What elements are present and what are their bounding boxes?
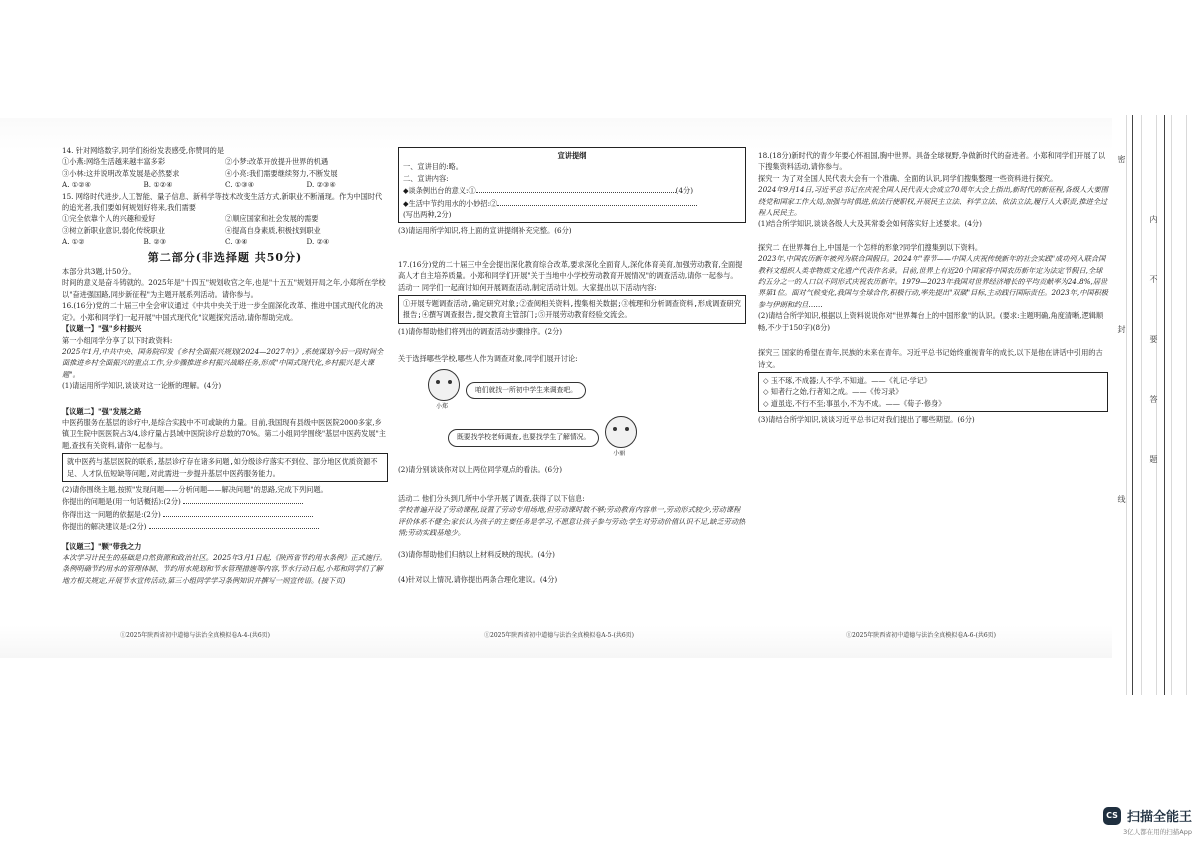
q14-statement-3: ③小林:这并说明改革发展是必然要求 [62, 168, 180, 178]
topic-2-material: 中医药服务在基层的诊疗中,是综合实践中不可或缺的力量。目前,我国现有县级中医医院2000多家,乡镇卫生院中医医院占3/4,诊疗量占县域中医院诊疗总数的70%。第二小组同学围绕"基层中医药发展"主题,查找有关资料,请你一起参与。 [62, 417, 386, 450]
q15-option-d: D. ②④ [306, 237, 330, 247]
answer-line[interactable] [183, 495, 303, 504]
q18-2: (2)请结合所学知识,根据以上资料说说你对"世界舞台上的中国形象"的认识。(要求:主题明确,角度清晰,逻辑顺畅,不少于150字)(8分) [758, 311, 1104, 332]
q14-statement-2: ②小梦:改革开放提升世界的机遇 [225, 157, 329, 167]
girl-avatar-icon [605, 416, 637, 448]
q16-stem: 16.(16分)党的二十届三中全会审议通过《中共中央关于进一步全面深化改革、推进中国式现代化的决定》。小郑和同学们一起开展"中国式现代化"议题探究活动,请你帮助完成。 [62, 301, 383, 322]
speech-bubble-2: 既要找学校老师调查,也要找学生了解情况。 [448, 429, 599, 446]
q15-statement-1: ①完全依靠个人的兴趣和爱好 [62, 214, 156, 224]
q15-statement-3: ③树立新职业意识,弱化传统职业 [62, 225, 165, 235]
strip-char: 密 [1117, 155, 1126, 163]
topic-1-title: 【议题一】"强"乡村振兴 [62, 324, 142, 334]
binding-margin [1112, 115, 1200, 695]
activity-2-info: 学校普遍开设了劳动课程,设置了劳动专用场地,但劳动课时数不够;劳动教育内容单一,劳动形式较少,劳动课程评价体系不健全;家长认为孩子的主要任务是学习,不愿意让孩子参与劳动;学生对劳动价值认识不足,缺乏劳动热情;劳动实践基地少。 [398, 505, 746, 538]
q17-3: (3)请你帮助他们归纳以上材料反映的现状。(4分) [398, 549, 555, 559]
outline-note: (写出两种,2分) [403, 210, 452, 220]
theme-paragraph: 时间的意义是奋斗铸就的。2025年是"十四五"规划收官之年,也是"十五五"规划开局之年,小郑所在学校以"奋进强国路,同步新征程"为主题开展系列活动。请你参与。 [62, 278, 386, 299]
q14-option-d: D. ②③④ [306, 180, 336, 190]
q15-stem: 15. 网络时代进步,人工智能、量子信息、新科学等技术改变生活方式,新职业不断涌现。作为中国时代的追光者,我们要如何规划好将来,我们需要 [62, 191, 383, 213]
topic-1-material: 2025年1月,中共中央、国务院印发《乡村全面振兴规划(2024—2027年)》,系统谋划今后一段时间全面推进乡村全面振兴的重点工作,分步骤推进乡村振兴战略任务,形成"中国式现代化,乡村振兴是大课题"。 [62, 346, 384, 379]
quote-3: ◇ 道虽迩,不行不至;事虽小,不为不成。——《荀子·修身》 [763, 398, 946, 408]
page-4-column [62, 145, 388, 586]
explore-1-material: 2024年9月14日,习近平总书记在庆祝全国人民代表大会成立70周年大会上指出,新时代的新征程,各级人大要围绕党和国家工作大局,加强与时俱进,依法行使职权,开展民主立法、科学立法、依法立法,履行人大职责,推进全过程人民民主。 [758, 185, 1108, 218]
strip-char: 封 [1117, 325, 1126, 333]
q14-option-a: A. ①②④ [62, 180, 92, 190]
answer-line[interactable] [497, 197, 697, 206]
explore-1: 探究一 为了对全国人民代表大会有一个准确、全面的认识,同学们搜集整理一些资料进行探究。 [758, 173, 1058, 183]
q14-option-c: C. ①③④ [225, 180, 255, 190]
topic-2-box: 就中医药与基层医院的联系,基层诊疗存在诸多问题,如分级诊疗落实不到位、部分地区优质资源不足、人才队伍短缺等问题,对此需进一步提升基层中医药服务能力。 [62, 453, 388, 482]
page-5-column [398, 145, 746, 585]
watermark-name: 扫描全能王 [1126, 810, 1192, 825]
q15-option-b: B. ②③ [143, 237, 167, 247]
q14-stem: 14. 针对网络数字,同学们纷纷发表感受,你赞同的是 [62, 146, 225, 155]
outline-content: 二、宣讲内容: [403, 173, 449, 183]
q16-2-suggestion: 你提出的解决建议是:(2分) [62, 522, 147, 532]
explore-2: 探究二 在世界舞台上,中国是一个怎样的形象?同学们搜集到以下资料。 [758, 242, 983, 252]
q18-3: (3)请结合所学知识,谈谈习近平总书记对我们提出了哪些期望。(6分) [758, 415, 975, 425]
page-6-column [758, 150, 1108, 426]
topic-3-title: 【议题三】"颗"带我之力 [62, 541, 142, 551]
speech-bubble-1: 咱们就找一所初中学生来调查吧。 [466, 382, 586, 399]
q16-2-problem: 你提出的问题是(用一句话概括):(2分) [62, 497, 181, 507]
speaker-1-name: 小郑 [435, 402, 448, 410]
divider [1164, 115, 1165, 695]
strip-char: 不 [1149, 275, 1158, 283]
activity-2: 活动二 他们分头到几所中小学开展了调查,获得了以下信息: [398, 493, 585, 503]
camscanner-logo-icon: CS [1103, 807, 1121, 825]
discussion-intro: 关于选择哪些学校,哪些人作为调查对象,同学们展开讨论: [398, 354, 578, 364]
q15-statement-2: ②顺应国家和社会发展的需要 [225, 214, 319, 224]
speaker-2-name: 小丽 [613, 450, 626, 458]
strip-char: 答 [1149, 395, 1158, 403]
section-intro: 本部分共3题,计50分。 [62, 267, 136, 277]
section-title: 第二部分(非选择题 共50分) [147, 250, 303, 264]
q16-1: (1)请运用所学知识,谈谈对这一论断的理解。(4分) [62, 381, 222, 391]
divider [1132, 115, 1133, 695]
q16-2: (2)请你围绕主题,按照"发现问题——分析问题——解决问题"的思路,完成下列问题。 [62, 484, 328, 494]
strip-char: 内 [1149, 215, 1158, 223]
q16-2-basis: 你得出这一问题的依据是:(2分) [62, 509, 161, 519]
answer-line[interactable] [149, 520, 319, 529]
answer-line[interactable] [476, 184, 676, 193]
page-6-footer: ①2025年陕西省初中道德与法治全真模拟卷A-6-(共6页) [846, 632, 996, 639]
outline-significance: ◆谈条例出台的意义:① [403, 186, 476, 196]
q14-options [62, 179, 388, 190]
strip-char: 题 [1149, 455, 1158, 463]
outline-tips: ◆生活中节约用水的小妙招:② [403, 198, 498, 208]
scanner-watermark [1103, 806, 1192, 836]
boy-avatar-icon [428, 369, 460, 401]
q17-stem: 17.(16分)党的二十届三中全会提出深化教育综合改革,要求深化全面育人,深化体育美育,加强劳动教育,全面提高人才自主培养质量。小郑和同学们开展"关于当地中小学校劳动教育开展情况"的调查活动,请你一起参与。 [398, 259, 743, 281]
q15-option-c: C. ③④ [225, 237, 248, 247]
topic-1-intro: 第一小组同学分享了以下时政资料: [62, 335, 173, 345]
quote-2: ◇ 知者行之始,行者知之成。——《传习录》 [763, 387, 903, 397]
q18-1: (1)结合所学知识,谈谈各级人大及其常委会如何落实好上述要求。(4分) [758, 219, 982, 229]
activity-1: 活动一 同学们一起商讨如何开展调查活动,制定活动计划。大家提出以下活动内容: [398, 282, 657, 292]
strip-char: 线 [1117, 495, 1126, 503]
page-4-footer: ①2025年陕西省初中道德与法治全真模拟卷A-4-(共6页) [120, 632, 270, 639]
explore-2-material: 2023年,中国农历新年被列为联合国假日。2024年"春节——中国人庆祝传统新年的社会实践"成功列入联合国教科文组织人类非物质文化遗产代表作名录。目前,世界上有近20个国家将中国农历新年定为法定节假日,全球约五分之一的人口以不同形式庆祝农历新年。1979—2023年我国对世界经济增长的平均贡献率为24.8%,居世界第1位。面对气候变化,我国与全球合作,积极行动,率先提出"双碳"目标,主动践行国际责任。2023年,中国积极参与伊朗和约旦…… [758, 254, 1108, 309]
lecture-outline-title: 宣讲提纲 [557, 151, 587, 160]
outline-purpose: 一、宣讲目的:略。 [403, 162, 463, 172]
page-5-footer: ①2025年陕西省初中道德与法治全真模拟卷A-5-(共6页) [484, 632, 634, 639]
explore-3: 探究三 国家的希望在青年,民族的未来在青年。习近平总书记始终重视青年的成长,以下是他在讲话中引用的古诗文。 [758, 348, 1103, 369]
q18-stem: 18.(18分)新时代的青少年要心怀祖国,胸中世界。具备全球视野,争做新时代的奋进者。小郑和同学们开展了以下搜集资料活动,请你参与。 [758, 151, 1106, 172]
q17-1: (1)请你帮助他们将列出的调查活动步骤排序。(2分) [398, 326, 563, 336]
quotes-box [758, 372, 1108, 412]
topic-3-material: 本次学习计民生的基础是自然资源和政治社区。2025年3月1日起,《陕西省节约用水条例》正式施行。条例明确节约用水的管理体制、节约用水规划和节水管理措施等内容,节水行动日起,小郑和同学们了解地方相关规定,开展节水宣传活动,第三小组同学学习条例知识并撰写一则宣传语。(接下页) [62, 553, 387, 585]
q15-option-a: A. ①② [62, 237, 85, 247]
q14-option-b: B. ①②④ [143, 180, 173, 190]
strip-char: 要 [1149, 335, 1158, 343]
q14-statement-4: ④小亮:我们需要继续努力,不断发展 [225, 168, 338, 178]
q17-4: (4)针对以上情况,请你提出两条合理化建议。(4分) [398, 574, 558, 584]
q14-statement-1: ①小燕:网络生活越来越丰富多彩 [62, 157, 166, 167]
q16-3: (3)请运用所学知识,将上面的宣讲提纲补充完整。(6分) [398, 226, 572, 236]
watermark-subtitle: 3亿人都在用的扫描App [1123, 828, 1192, 836]
quote-1: ◇ 玉不琢,不成器;人不学,不知道。——《礼记·学记》 [763, 375, 932, 385]
q15-statement-4: ④提高自身素质,积极找到职业 [225, 225, 321, 235]
outline-score: (4分) [675, 186, 694, 196]
lecture-outline-box [398, 147, 746, 223]
q15-options [62, 236, 388, 247]
answer-line[interactable] [163, 508, 313, 517]
activity-1-steps-box: ①开展专题调查活动,确定研究对象;②查阅相关资料,搜集相关数据;③梳理和分析调查资料,形成调查研究报告;④撰写调查报告,提交教育主管部门;⑤开展劳动教育经验交流会。 [398, 295, 746, 324]
q17-2: (2)请分别谈谈你对以上两位同学观点的看法。(6分) [398, 464, 563, 474]
topic-2-title: 【议题二】"强"发展之路 [62, 406, 142, 416]
